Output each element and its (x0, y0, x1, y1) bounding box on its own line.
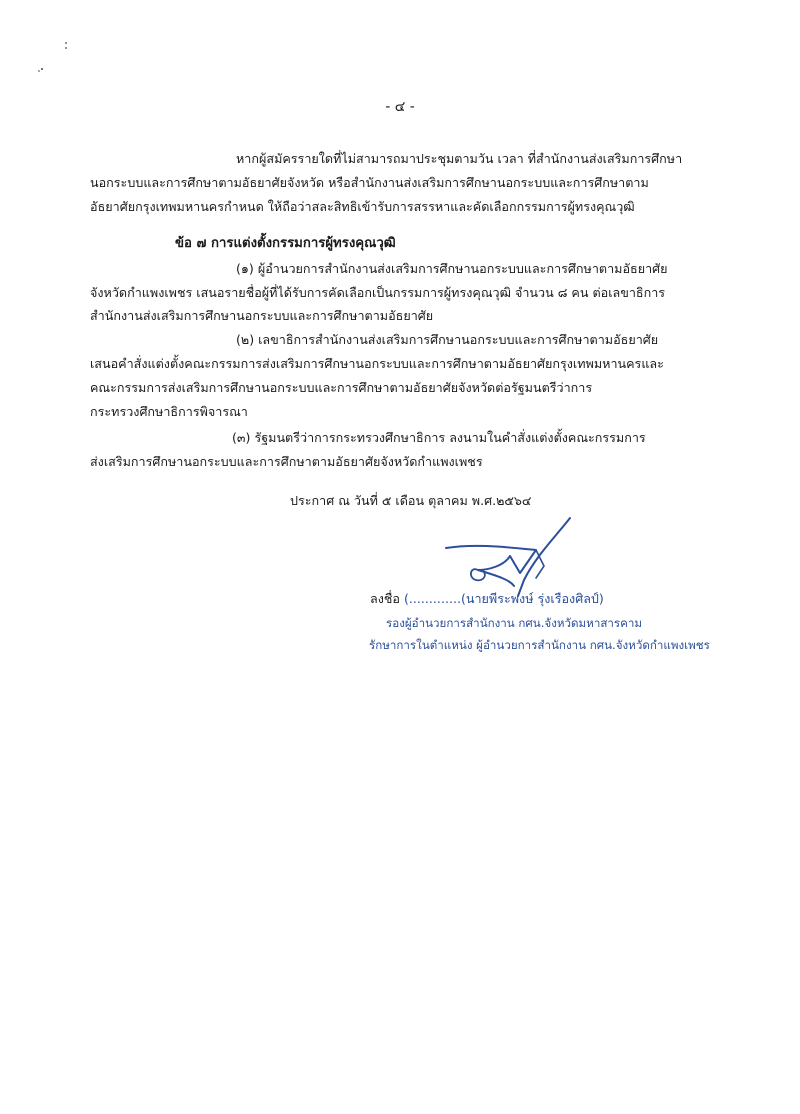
item-line: กระทรวงศึกษาธิการพิจารณา (90, 404, 248, 419)
page-number: - ๔ - (385, 99, 415, 115)
item-line: คณะกรรมการส่งเสริมการศึกษานอกระบบและการศึกษาตามอัธยาศัยจังหวัดต่อรัฐมนตรีว่าการ (90, 380, 593, 395)
signatory-position: รองผู้อำนวยการสำนักงาน กศน.จังหวัดมหาสารคาม (386, 616, 643, 630)
signatory-name: (.............(นายพีระพงษ์ รุ่งเรืองศิลป์) (404, 591, 604, 606)
scan-specks (36, 40, 76, 80)
signatory-acting-position: รักษาการในตำแหน่ง ผู้อำนวยการสำนักงาน กศน.จังหวัดกำแพงเพชร (369, 638, 710, 652)
item-line: จังหวัดกำแพงเพชร เสนอรายชื่อผู้ที่ได้รับการคัดเลือกเป็นกรรมการผู้ทรงคุณวุฒิ จำนวน ๘ คน ต่อเลขาธิการ (90, 285, 666, 300)
item-line: ส่งเสริมการศึกษานอกระบบและการศึกษาตามอัธยาศัยจังหวัดกำแพงเพชร (90, 454, 483, 469)
signature-label: ลงชื่อ (370, 591, 400, 606)
item-line: (๑) ผู้อำนวยการสำนักงานส่งเสริมการศึกษานอกระบบและการศึกษาตามอัธยาศัย (236, 261, 668, 276)
paragraph-line: หากผู้สมัครรายใดที่ไม่สามารถมาประชุมตามวัน เวลา ที่สำนักงานส่งเสริมการศึกษา (236, 151, 683, 166)
section-heading: ข้อ ๗ การแต่งตั้งกรรมการผู้ทรงคุณวุฒิ (175, 236, 396, 251)
announcement-date: ประกาศ ณ วันที่ ๕ เดือน ตุลาคม พ.ศ.๒๕๖๔ (290, 493, 532, 508)
paragraph-line: อัธยาศัยกรุงเทพมหานครกำหนด ให้ถือว่าสละสิทธิเข้ารับการสรรหาและคัดเลือกกรรมการผู้ทรงคุณวุฒิ (90, 199, 635, 214)
item-line: สำนักงานส่งเสริมการศึกษานอกระบบและการศึกษาตามอัธยาศัย (90, 308, 434, 323)
item-line: (๒) เลขาธิการสำนักงานส่งเสริมการศึกษานอกระบบและการศึกษาตามอัธยาศัย (236, 332, 659, 347)
item-line: เสนอคำสั่งแต่งตั้งคณะกรรมการส่งเสริมการศึกษานอกระบบและการศึกษาตามอัธยาศัยกรุงเทพมหานครและ (90, 356, 664, 371)
paragraph-line: นอกระบบและการศึกษาตามอัธยาศัยจังหวัด หรือสำนักงานส่งเสริมการศึกษานอกระบบและการศึกษาตาม (90, 175, 649, 190)
item-line: (๓) รัฐมนตรีว่าการกระทรวงศึกษาธิการ ลงนามในคำสั่งแต่งตั้งคณะกรรมการ (232, 430, 646, 445)
